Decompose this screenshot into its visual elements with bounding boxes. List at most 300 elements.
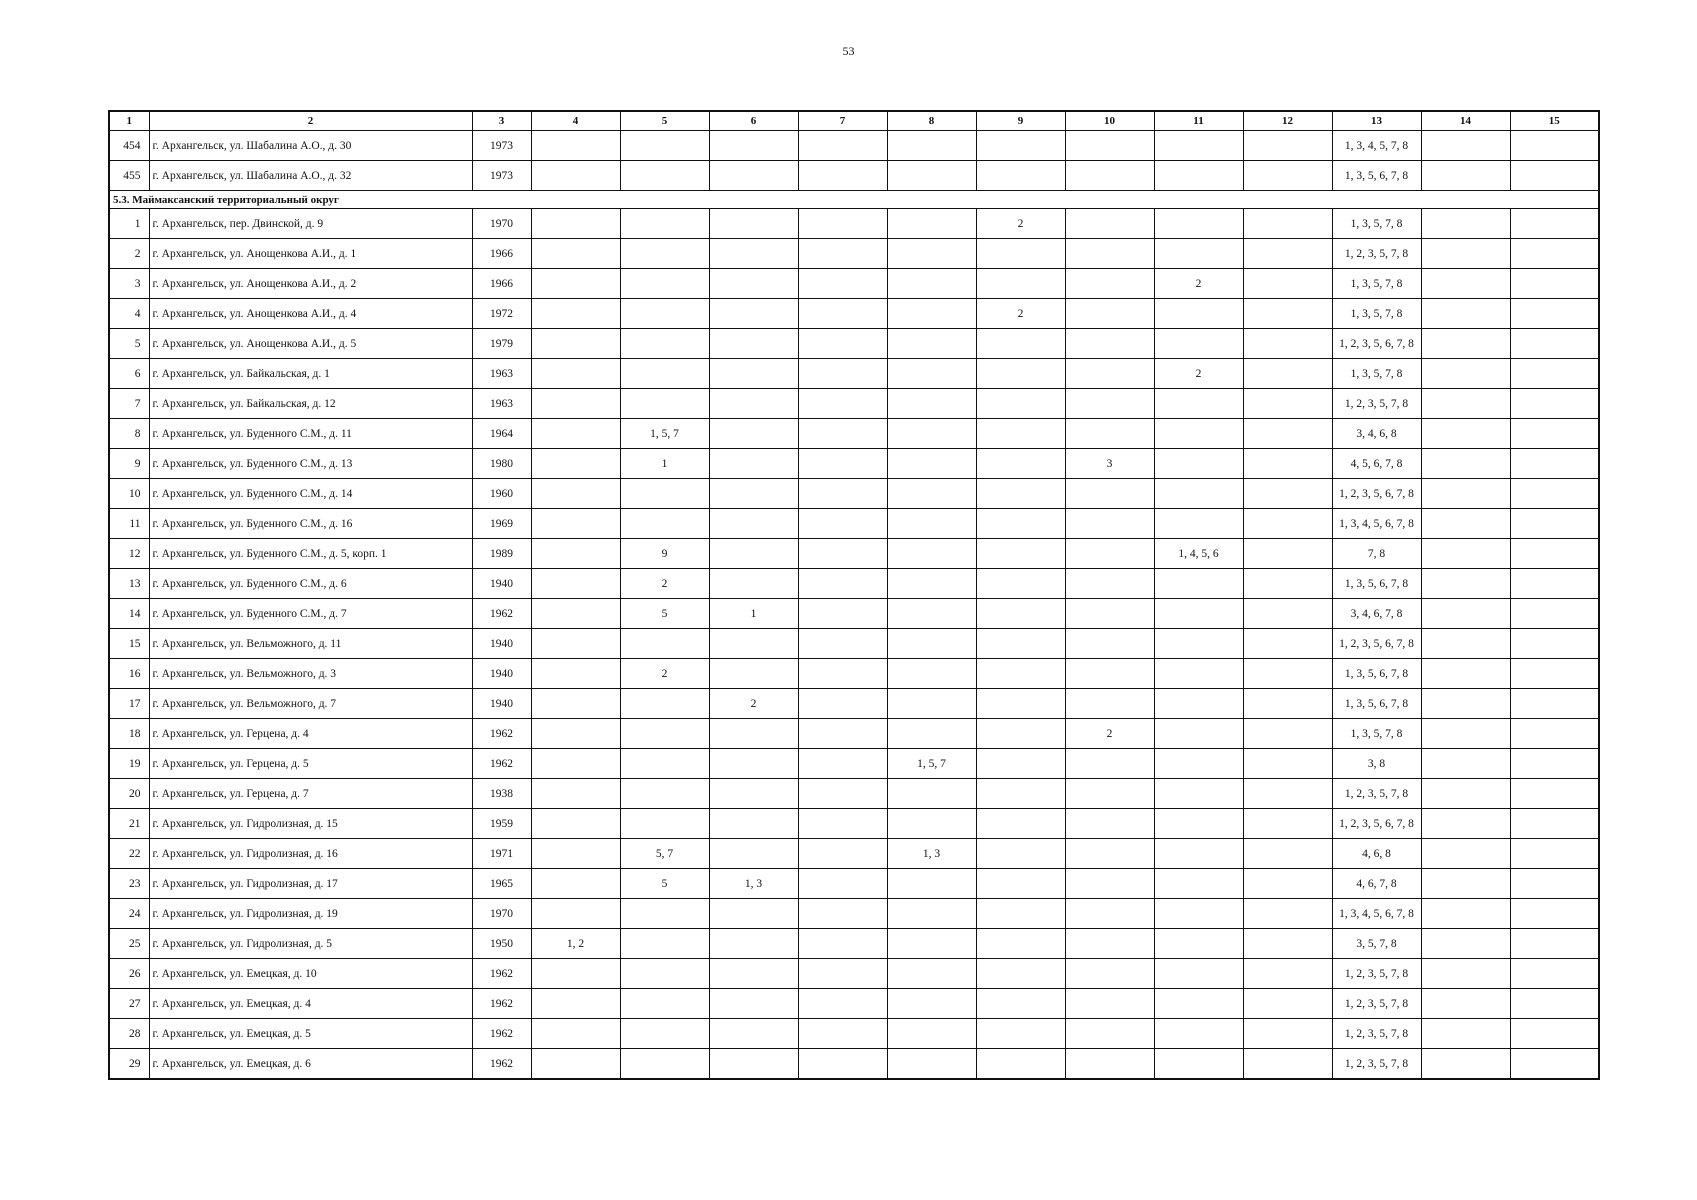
table-row xyxy=(109,449,1599,479)
col14-cell xyxy=(1421,749,1510,779)
col8-cell xyxy=(887,449,976,479)
col9-cell xyxy=(976,989,1065,1019)
col15-cell xyxy=(1510,689,1599,719)
col14-cell xyxy=(1421,389,1510,419)
col14-cell xyxy=(1421,599,1510,629)
col4-cell xyxy=(531,269,620,299)
col12-cell xyxy=(1243,599,1332,629)
column-header-5: 5 xyxy=(620,111,709,131)
col12-cell xyxy=(1243,479,1332,509)
col7-cell xyxy=(798,959,887,989)
col7-cell xyxy=(798,749,887,779)
col7-cell xyxy=(798,659,887,689)
address-cell: г. Архангельск, ул. Анощенкова А.И., д. 4 xyxy=(149,299,472,329)
table-row xyxy=(109,989,1599,1019)
col4-cell xyxy=(531,809,620,839)
col15-cell xyxy=(1510,749,1599,779)
col9-cell xyxy=(976,899,1065,929)
year-cell: 1940 xyxy=(472,659,531,689)
page-number: 53 xyxy=(842,44,855,58)
col6-cell xyxy=(709,509,798,539)
col5-cell xyxy=(620,899,709,929)
col13-cell: 1, 3, 5, 6, 7, 8 xyxy=(1332,659,1421,689)
col6-cell xyxy=(709,161,798,191)
address-cell: г. Архангельск, ул. Байкальская, д. 1 xyxy=(149,359,472,389)
col10-cell xyxy=(1065,749,1154,779)
col11-cell xyxy=(1154,659,1243,689)
col12-cell xyxy=(1243,629,1332,659)
address-cell: г. Архангельск, ул. Анощенкова А.И., д. 5 xyxy=(149,329,472,359)
col10-cell xyxy=(1065,419,1154,449)
col4-cell xyxy=(531,329,620,359)
table-row xyxy=(109,959,1599,989)
col7-cell xyxy=(798,689,887,719)
col10-cell xyxy=(1065,269,1154,299)
column-header-15: 15 xyxy=(1510,111,1599,131)
table-row xyxy=(109,749,1599,779)
col8-cell xyxy=(887,869,976,899)
col10-cell xyxy=(1065,779,1154,809)
col5-cell xyxy=(620,1049,709,1080)
year-cell: 1963 xyxy=(472,359,531,389)
col9-cell xyxy=(976,1049,1065,1080)
col13-cell: 3, 5, 7, 8 xyxy=(1332,929,1421,959)
col4-cell xyxy=(531,209,620,239)
col12-cell xyxy=(1243,419,1332,449)
col4-cell xyxy=(531,839,620,869)
col5-cell xyxy=(620,359,709,389)
col12-cell xyxy=(1243,659,1332,689)
address-cell: г. Архангельск, ул. Герцена, д. 4 xyxy=(149,719,472,749)
col6-cell xyxy=(709,839,798,869)
row-number: 14 xyxy=(109,599,149,629)
col13-cell: 1, 3, 5, 7, 8 xyxy=(1332,359,1421,389)
col15-cell xyxy=(1510,161,1599,191)
col7-cell xyxy=(798,479,887,509)
col8-cell xyxy=(887,509,976,539)
col13-cell: 4, 6, 8 xyxy=(1332,839,1421,869)
column-header-2: 2 xyxy=(149,111,472,131)
year-cell: 1969 xyxy=(472,509,531,539)
col10-cell xyxy=(1065,899,1154,929)
col12-cell xyxy=(1243,509,1332,539)
address-cell: г. Архангельск, ул. Емецкая, д. 6 xyxy=(149,1049,472,1080)
col15-cell xyxy=(1510,299,1599,329)
col7-cell xyxy=(798,1049,887,1080)
row-number: 18 xyxy=(109,719,149,749)
col15-cell xyxy=(1510,719,1599,749)
row-number: 22 xyxy=(109,839,149,869)
col6-cell: 2 xyxy=(709,689,798,719)
col15-cell xyxy=(1510,131,1599,161)
col4-cell xyxy=(531,389,620,419)
col11-cell xyxy=(1154,329,1243,359)
col12-cell xyxy=(1243,869,1332,899)
row-number: 8 xyxy=(109,419,149,449)
col8-cell xyxy=(887,419,976,449)
col6-cell xyxy=(709,779,798,809)
year-cell: 1962 xyxy=(472,719,531,749)
col15-cell xyxy=(1510,659,1599,689)
col5-cell xyxy=(620,479,709,509)
section-row xyxy=(109,191,1599,209)
table-row xyxy=(109,689,1599,719)
col13-cell: 1, 2, 3, 5, 6, 7, 8 xyxy=(1332,629,1421,659)
table-row xyxy=(109,299,1599,329)
column-header-12: 12 xyxy=(1243,111,1332,131)
col14-cell xyxy=(1421,959,1510,989)
col10-cell: 3 xyxy=(1065,449,1154,479)
col5-cell xyxy=(620,809,709,839)
col7-cell xyxy=(798,359,887,389)
col14-cell xyxy=(1421,509,1510,539)
col9-cell xyxy=(976,359,1065,389)
row-number: 19 xyxy=(109,749,149,779)
year-cell: 1966 xyxy=(472,239,531,269)
table-row xyxy=(109,539,1599,569)
col15-cell xyxy=(1510,419,1599,449)
col15-cell xyxy=(1510,989,1599,1019)
col9-cell xyxy=(976,599,1065,629)
col5-cell xyxy=(620,929,709,959)
year-cell: 1971 xyxy=(472,839,531,869)
col13-cell: 3, 4, 6, 8 xyxy=(1332,419,1421,449)
col7-cell xyxy=(798,989,887,1019)
column-header-6: 6 xyxy=(709,111,798,131)
year-cell: 1960 xyxy=(472,479,531,509)
col10-cell xyxy=(1065,209,1154,239)
col6-cell xyxy=(709,359,798,389)
col4-cell xyxy=(531,749,620,779)
col8-cell xyxy=(887,389,976,419)
col11-cell xyxy=(1154,239,1243,269)
col12-cell xyxy=(1243,449,1332,479)
col7-cell xyxy=(798,419,887,449)
col12-cell xyxy=(1243,1049,1332,1080)
col9-cell: 2 xyxy=(976,209,1065,239)
col9-cell xyxy=(976,1019,1065,1049)
col13-cell: 1, 3, 5, 6, 7, 8 xyxy=(1332,569,1421,599)
col12-cell xyxy=(1243,809,1332,839)
col7-cell xyxy=(798,779,887,809)
row-number: 3 xyxy=(109,269,149,299)
row-number: 15 xyxy=(109,629,149,659)
col11-cell xyxy=(1154,779,1243,809)
address-cell: г. Архангельск, ул. Буденного С.М., д. 6 xyxy=(149,569,472,599)
col12-cell xyxy=(1243,209,1332,239)
col6-cell xyxy=(709,539,798,569)
col15-cell xyxy=(1510,839,1599,869)
col7-cell xyxy=(798,839,887,869)
table-row xyxy=(109,659,1599,689)
year-cell: 1962 xyxy=(472,1019,531,1049)
col5-cell: 2 xyxy=(620,659,709,689)
col13-cell: 3, 8 xyxy=(1332,749,1421,779)
address-cell: г. Архангельск, ул. Вельможного, д. 7 xyxy=(149,689,472,719)
year-cell: 1964 xyxy=(472,419,531,449)
col11-cell xyxy=(1154,959,1243,989)
col15-cell xyxy=(1510,239,1599,269)
table-row xyxy=(109,329,1599,359)
row-number: 1 xyxy=(109,209,149,239)
col14-cell xyxy=(1421,689,1510,719)
address-cell: г. Архангельск, ул. Гидролизная, д. 15 xyxy=(149,809,472,839)
col7-cell xyxy=(798,269,887,299)
year-cell: 1979 xyxy=(472,329,531,359)
col14-cell xyxy=(1421,989,1510,1019)
row-number: 13 xyxy=(109,569,149,599)
year-cell: 1963 xyxy=(472,389,531,419)
col9-cell xyxy=(976,479,1065,509)
col4-cell xyxy=(531,899,620,929)
col12-cell xyxy=(1243,389,1332,419)
document-sheet xyxy=(108,110,1600,1080)
col6-cell xyxy=(709,629,798,659)
col12-cell xyxy=(1243,959,1332,989)
col7-cell xyxy=(798,239,887,269)
col6-cell xyxy=(709,929,798,959)
col6-cell xyxy=(709,389,798,419)
col7-cell xyxy=(798,719,887,749)
col10-cell xyxy=(1065,959,1154,989)
col4-cell xyxy=(531,161,620,191)
col7-cell xyxy=(798,899,887,929)
col10-cell xyxy=(1065,239,1154,269)
col14-cell xyxy=(1421,809,1510,839)
row-number: 24 xyxy=(109,899,149,929)
address-cell: г. Архангельск, ул. Гидролизная, д. 19 xyxy=(149,899,472,929)
col4-cell xyxy=(531,359,620,389)
col6-cell xyxy=(709,1019,798,1049)
col6-cell xyxy=(709,299,798,329)
col5-cell: 9 xyxy=(620,539,709,569)
col12-cell xyxy=(1243,269,1332,299)
col4-cell xyxy=(531,131,620,161)
col14-cell xyxy=(1421,629,1510,659)
col6-cell xyxy=(709,659,798,689)
col14-cell xyxy=(1421,449,1510,479)
col4-cell xyxy=(531,659,620,689)
col8-cell xyxy=(887,239,976,269)
col14-cell xyxy=(1421,869,1510,899)
year-cell: 1973 xyxy=(472,131,531,161)
col12-cell xyxy=(1243,689,1332,719)
address-cell: г. Архангельск, ул. Вельможного, д. 11 xyxy=(149,629,472,659)
col9-cell xyxy=(976,269,1065,299)
col9-cell xyxy=(976,869,1065,899)
col5-cell xyxy=(620,209,709,239)
col4-cell xyxy=(531,509,620,539)
year-cell: 1973 xyxy=(472,161,531,191)
col10-cell xyxy=(1065,329,1154,359)
col8-cell xyxy=(887,599,976,629)
col7-cell xyxy=(798,599,887,629)
col6-cell xyxy=(709,209,798,239)
col9-cell xyxy=(976,719,1065,749)
col10-cell xyxy=(1065,359,1154,389)
year-cell: 1940 xyxy=(472,569,531,599)
col8-cell xyxy=(887,809,976,839)
col6-cell xyxy=(709,329,798,359)
col15-cell xyxy=(1510,479,1599,509)
col11-cell: 1, 4, 5, 6 xyxy=(1154,539,1243,569)
col11-cell xyxy=(1154,299,1243,329)
year-cell: 1962 xyxy=(472,989,531,1019)
year-cell: 1970 xyxy=(472,899,531,929)
row-number: 454 xyxy=(109,131,149,161)
col9-cell xyxy=(976,689,1065,719)
col12-cell xyxy=(1243,929,1332,959)
col8-cell xyxy=(887,779,976,809)
col9-cell xyxy=(976,539,1065,569)
col4-cell xyxy=(531,1049,620,1080)
row-number: 10 xyxy=(109,479,149,509)
col4-cell xyxy=(531,1019,620,1049)
col12-cell xyxy=(1243,239,1332,269)
col5-cell xyxy=(620,239,709,269)
address-cell: г. Архангельск, ул. Вельможного, д. 3 xyxy=(149,659,472,689)
col10-cell xyxy=(1065,989,1154,1019)
address-cell: г. Архангельск, ул. Емецкая, д. 5 xyxy=(149,1019,472,1049)
col11-cell xyxy=(1154,1019,1243,1049)
col8-cell xyxy=(887,569,976,599)
col13-cell: 1, 2, 3, 5, 6, 7, 8 xyxy=(1332,329,1421,359)
col4-cell xyxy=(531,599,620,629)
table-row xyxy=(109,839,1599,869)
col9-cell xyxy=(976,839,1065,869)
year-cell: 1959 xyxy=(472,809,531,839)
col12-cell xyxy=(1243,749,1332,779)
col15-cell xyxy=(1510,509,1599,539)
col7-cell xyxy=(798,1019,887,1049)
col10-cell: 2 xyxy=(1065,719,1154,749)
column-header-10: 10 xyxy=(1065,111,1154,131)
table-header-row xyxy=(109,111,1599,131)
col6-cell xyxy=(709,569,798,599)
row-number: 28 xyxy=(109,1019,149,1049)
col11-cell xyxy=(1154,509,1243,539)
table-row xyxy=(109,569,1599,599)
col14-cell xyxy=(1421,209,1510,239)
column-header-3: 3 xyxy=(472,111,531,131)
col15-cell xyxy=(1510,809,1599,839)
col12-cell xyxy=(1243,359,1332,389)
col5-cell: 2 xyxy=(620,569,709,599)
col8-cell xyxy=(887,989,976,1019)
col13-cell: 1, 2, 3, 5, 6, 7, 8 xyxy=(1332,809,1421,839)
column-header-7: 7 xyxy=(798,111,887,131)
year-cell: 1940 xyxy=(472,629,531,659)
col9-cell xyxy=(976,569,1065,599)
col6-cell xyxy=(709,899,798,929)
col15-cell xyxy=(1510,569,1599,599)
col6-cell xyxy=(709,239,798,269)
col8-cell xyxy=(887,899,976,929)
address-cell: г. Архангельск, ул. Байкальская, д. 12 xyxy=(149,389,472,419)
col10-cell xyxy=(1065,629,1154,659)
col4-cell xyxy=(531,719,620,749)
col5-cell xyxy=(620,269,709,299)
col15-cell xyxy=(1510,1019,1599,1049)
col11-cell xyxy=(1154,389,1243,419)
year-cell: 1962 xyxy=(472,599,531,629)
col6-cell xyxy=(709,809,798,839)
col4-cell xyxy=(531,569,620,599)
col7-cell xyxy=(798,629,887,659)
row-number: 12 xyxy=(109,539,149,569)
col9-cell xyxy=(976,659,1065,689)
col11-cell xyxy=(1154,1049,1243,1080)
row-number: 2 xyxy=(109,239,149,269)
col13-cell: 1, 3, 5, 7, 8 xyxy=(1332,719,1421,749)
col4-cell xyxy=(531,959,620,989)
table-row xyxy=(109,161,1599,191)
address-cell: г. Архангельск, ул. Буденного С.М., д. 14 xyxy=(149,479,472,509)
col14-cell xyxy=(1421,539,1510,569)
col15-cell xyxy=(1510,629,1599,659)
table-row xyxy=(109,479,1599,509)
col13-cell: 1, 2, 3, 5, 7, 8 xyxy=(1332,1049,1421,1080)
col4-cell xyxy=(531,869,620,899)
col15-cell xyxy=(1510,1049,1599,1080)
address-cell: г. Архангельск, ул. Буденного С.М., д. 11 xyxy=(149,419,472,449)
col5-cell xyxy=(620,509,709,539)
table-row xyxy=(109,509,1599,539)
col12-cell xyxy=(1243,299,1332,329)
col13-cell: 1, 3, 5, 6, 7, 8 xyxy=(1332,689,1421,719)
col10-cell xyxy=(1065,539,1154,569)
col10-cell xyxy=(1065,689,1154,719)
year-cell: 1962 xyxy=(472,749,531,779)
col14-cell xyxy=(1421,479,1510,509)
year-cell: 1940 xyxy=(472,689,531,719)
address-cell: г. Архангельск, ул. Герцена, д. 7 xyxy=(149,779,472,809)
address-cell: г. Архангельск, ул. Анощенкова А.И., д. 1 xyxy=(149,239,472,269)
address-cell: г. Архангельск, ул. Буденного С.М., д. 16 xyxy=(149,509,472,539)
col13-cell: 1, 2, 3, 5, 7, 8 xyxy=(1332,389,1421,419)
table-row xyxy=(109,1019,1599,1049)
col11-cell xyxy=(1154,479,1243,509)
col13-cell: 1, 2, 3, 5, 7, 8 xyxy=(1332,1019,1421,1049)
col8-cell xyxy=(887,539,976,569)
col8-cell: 1, 3 xyxy=(887,839,976,869)
col13-cell: 4, 6, 7, 8 xyxy=(1332,869,1421,899)
table-row xyxy=(109,629,1599,659)
row-number: 16 xyxy=(109,659,149,689)
year-cell: 1950 xyxy=(472,929,531,959)
col6-cell xyxy=(709,269,798,299)
col13-cell: 1, 3, 4, 5, 6, 7, 8 xyxy=(1332,899,1421,929)
col5-cell xyxy=(620,719,709,749)
col12-cell xyxy=(1243,329,1332,359)
col7-cell xyxy=(798,329,887,359)
col14-cell xyxy=(1421,659,1510,689)
col7-cell xyxy=(798,929,887,959)
col9-cell: 2 xyxy=(976,299,1065,329)
col8-cell xyxy=(887,269,976,299)
col8-cell xyxy=(887,1019,976,1049)
col5-cell: 5, 7 xyxy=(620,839,709,869)
column-header-9: 9 xyxy=(976,111,1065,131)
col7-cell xyxy=(798,869,887,899)
col15-cell xyxy=(1510,779,1599,809)
col11-cell xyxy=(1154,599,1243,629)
col11-cell xyxy=(1154,839,1243,869)
col9-cell xyxy=(976,749,1065,779)
col11-cell xyxy=(1154,689,1243,719)
col10-cell xyxy=(1065,131,1154,161)
row-number: 7 xyxy=(109,389,149,419)
